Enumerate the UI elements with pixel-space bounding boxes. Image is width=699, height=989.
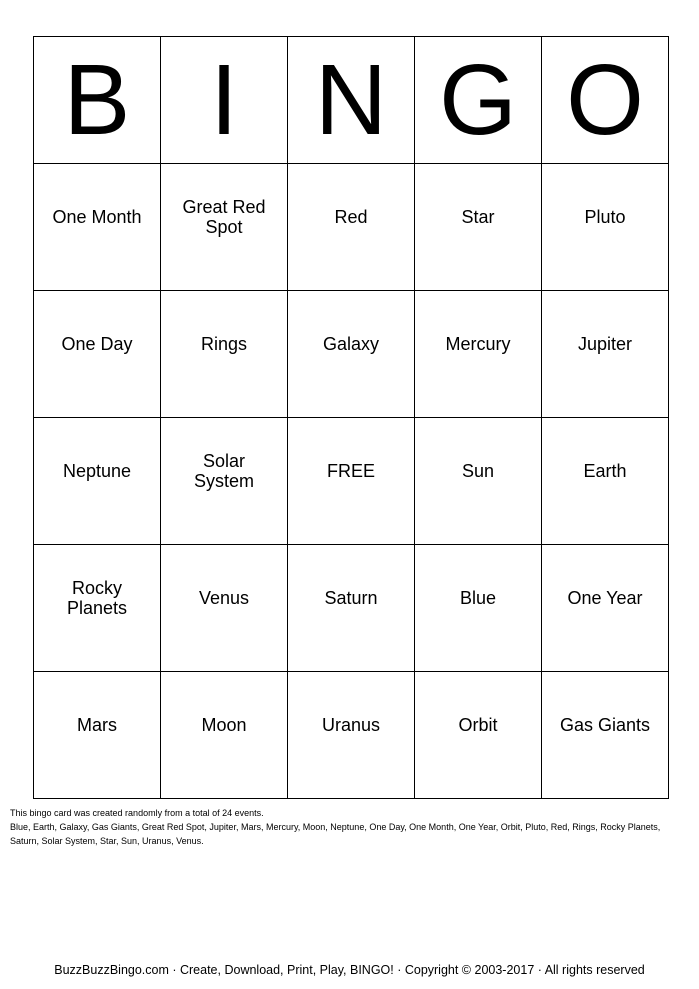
- header-cell-o: [542, 37, 669, 164]
- bingo-cell: [34, 418, 161, 545]
- cell-label: Moon: [201, 715, 247, 735]
- cell-label: Rocky Planets: [66, 578, 128, 618]
- bingo-cell: [34, 164, 161, 291]
- cell-label: Mercury: [445, 334, 511, 354]
- cell-label: One Day: [61, 334, 133, 354]
- header-cell-g: [415, 37, 542, 164]
- bingo-cell: [34, 545, 161, 672]
- cell-label: Star: [461, 207, 495, 227]
- bingo-header-row: [34, 37, 669, 164]
- cell-label: Earth: [583, 461, 627, 481]
- bingo-cell: [415, 291, 542, 418]
- header-letter: I: [210, 44, 238, 156]
- bingo-cell: [415, 418, 542, 545]
- bingo-cell: [288, 164, 415, 291]
- header-cell-n: [288, 37, 415, 164]
- notes-event-list: Blue, Earth, Galaxy, Gas Giants, Great Red Spot, Jupiter, Mars, Mercury, Moon, Neptune, One Day, One Month, One Year, Orbit, Pluto, Red, Rings, Rocky Planets, Saturn, Solar System, Star, Sun, Uranus, Venus.: [10, 822, 661, 846]
- bingo-cell: [542, 291, 669, 418]
- bingo-card: [33, 36, 669, 799]
- cell-label: Galaxy: [322, 334, 380, 354]
- cell-label: Solar System: [193, 451, 254, 491]
- cell-label: Jupiter: [577, 334, 633, 354]
- page-footer: BuzzBuzzBingo.com · Create, Download, Print, Play, BINGO! · Copyright © 2003-2017 · All rights reserved: [54, 963, 645, 977]
- cell-label: Pluto: [584, 207, 626, 227]
- bingo-cell: [161, 164, 288, 291]
- bingo-cell: [288, 672, 415, 799]
- bingo-row-3: [34, 418, 669, 545]
- bingo-cell: [34, 672, 161, 799]
- cell-label: Great Red Spot: [182, 197, 266, 237]
- header-letter: N: [314, 44, 388, 156]
- header-cell-i: [161, 37, 288, 164]
- cell-label: Mars: [77, 715, 117, 735]
- bingo-cell: [161, 545, 288, 672]
- cell-label: Neptune: [62, 461, 132, 481]
- header-cell-b: [34, 37, 161, 164]
- bingo-cell: [161, 672, 288, 799]
- free-space-label: FREE: [326, 461, 375, 481]
- bingo-cell: [415, 545, 542, 672]
- bingo-cell: [542, 545, 669, 672]
- cell-label: Venus: [198, 588, 250, 608]
- header-letter: B: [63, 44, 131, 156]
- bingo-cell: [288, 291, 415, 418]
- header-letter: G: [439, 44, 517, 156]
- cell-label: Orbit: [458, 715, 498, 735]
- cell-label: Gas Giants: [559, 715, 651, 735]
- bingo-row-2: [34, 291, 669, 418]
- bingo-cell: [34, 291, 161, 418]
- cell-label: One Year: [567, 588, 643, 608]
- cell-label: One Month: [52, 207, 142, 227]
- bingo-cell: [415, 164, 542, 291]
- bingo-cell: [542, 164, 669, 291]
- cell-label: Uranus: [321, 715, 381, 735]
- bingo-row-5: [34, 672, 669, 799]
- card-notes: [10, 806, 670, 848]
- cell-label: Red: [334, 207, 368, 227]
- notes-summary: This bingo card was created randomly from a total of 24 events.: [10, 808, 264, 818]
- bingo-cell: [288, 545, 415, 672]
- bingo-cell: [542, 418, 669, 545]
- bingo-row-1: [34, 164, 669, 291]
- cell-label: Sun: [461, 461, 495, 481]
- bingo-cell: [161, 291, 288, 418]
- bingo-row-4: [34, 545, 669, 672]
- cell-label: Saturn: [324, 588, 378, 608]
- bingo-cell: [161, 418, 288, 545]
- free-space-cell: [288, 418, 415, 545]
- bingo-cell: [542, 672, 669, 799]
- bingo-cell: [415, 672, 542, 799]
- cell-label: Rings: [200, 334, 248, 354]
- cell-label: Blue: [459, 588, 497, 608]
- header-letter: O: [566, 44, 644, 156]
